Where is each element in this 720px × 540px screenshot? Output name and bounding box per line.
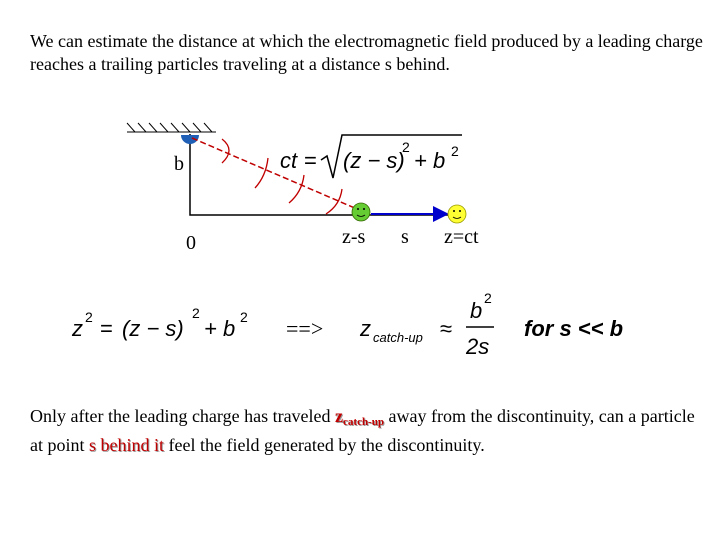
label-z-minus-s: z-s — [342, 226, 366, 248]
eq-inner: (z − s) — [122, 316, 184, 341]
eq-plus-b: + b — [204, 316, 236, 341]
conclusion-middle: away from the discontinuity, can a particle at point — [30, 406, 695, 455]
eq-equals: = — [100, 316, 113, 341]
conclusion-zcatchup — [335, 406, 384, 426]
eq-ct-lhs: ct — [280, 148, 298, 173]
eq-ct-plus: + b — [414, 148, 446, 173]
eq-ct-exp: 2 — [402, 139, 410, 155]
eq-ct-inner: (z − s) — [343, 148, 405, 173]
label-b: b — [174, 153, 184, 175]
eq-num-exp: 2 — [484, 290, 492, 306]
conclusion-after: feel the field generated by the discontinuity. — [164, 435, 485, 455]
eq-zc-sub: catch-up — [373, 330, 423, 345]
eq-implies-arrow: ==> — [286, 316, 324, 341]
equation-ct — [280, 135, 462, 178]
wall-hatching — [127, 123, 216, 132]
conclusion-s-behind: s behind it — [89, 435, 164, 455]
eq-den: 2s — [466, 334, 490, 359]
equation-main — [71, 290, 623, 359]
eq-ct-b-exp: 2 — [451, 143, 459, 159]
eq-b-exp: 2 — [240, 309, 248, 325]
conclusion-before: Only after the leading charge has traveled — [30, 406, 336, 426]
conclusion-paragraph — [30, 405, 710, 457]
label-zero: 0 — [186, 232, 196, 254]
conclusion-z: z — [335, 406, 344, 426]
eq-condition: for s << b — [524, 316, 624, 341]
intro-paragraph: We can estimate the distance at which the electromagnetic field produced by a leading charge reaches a trailing particles traveling at a distance s behind. — [30, 31, 703, 74]
eq-zc: z — [360, 316, 371, 341]
yellow-particle-icon — [448, 205, 466, 223]
label-z-eq-ct: z=ct — [444, 226, 479, 248]
eq-num: b — [470, 298, 483, 323]
conclusion-z-sub: catch-up — [343, 416, 384, 428]
axis-lines — [190, 134, 458, 215]
eq-z-exp: 2 — [85, 309, 93, 325]
eq-ct-eq: = — [304, 148, 317, 173]
eq-inner-exp: 2 — [192, 305, 200, 321]
label-s: s — [401, 226, 409, 248]
green-particle-icon — [352, 203, 370, 221]
eq-approx: ≈ — [440, 316, 453, 341]
eq-z: z — [72, 316, 83, 341]
